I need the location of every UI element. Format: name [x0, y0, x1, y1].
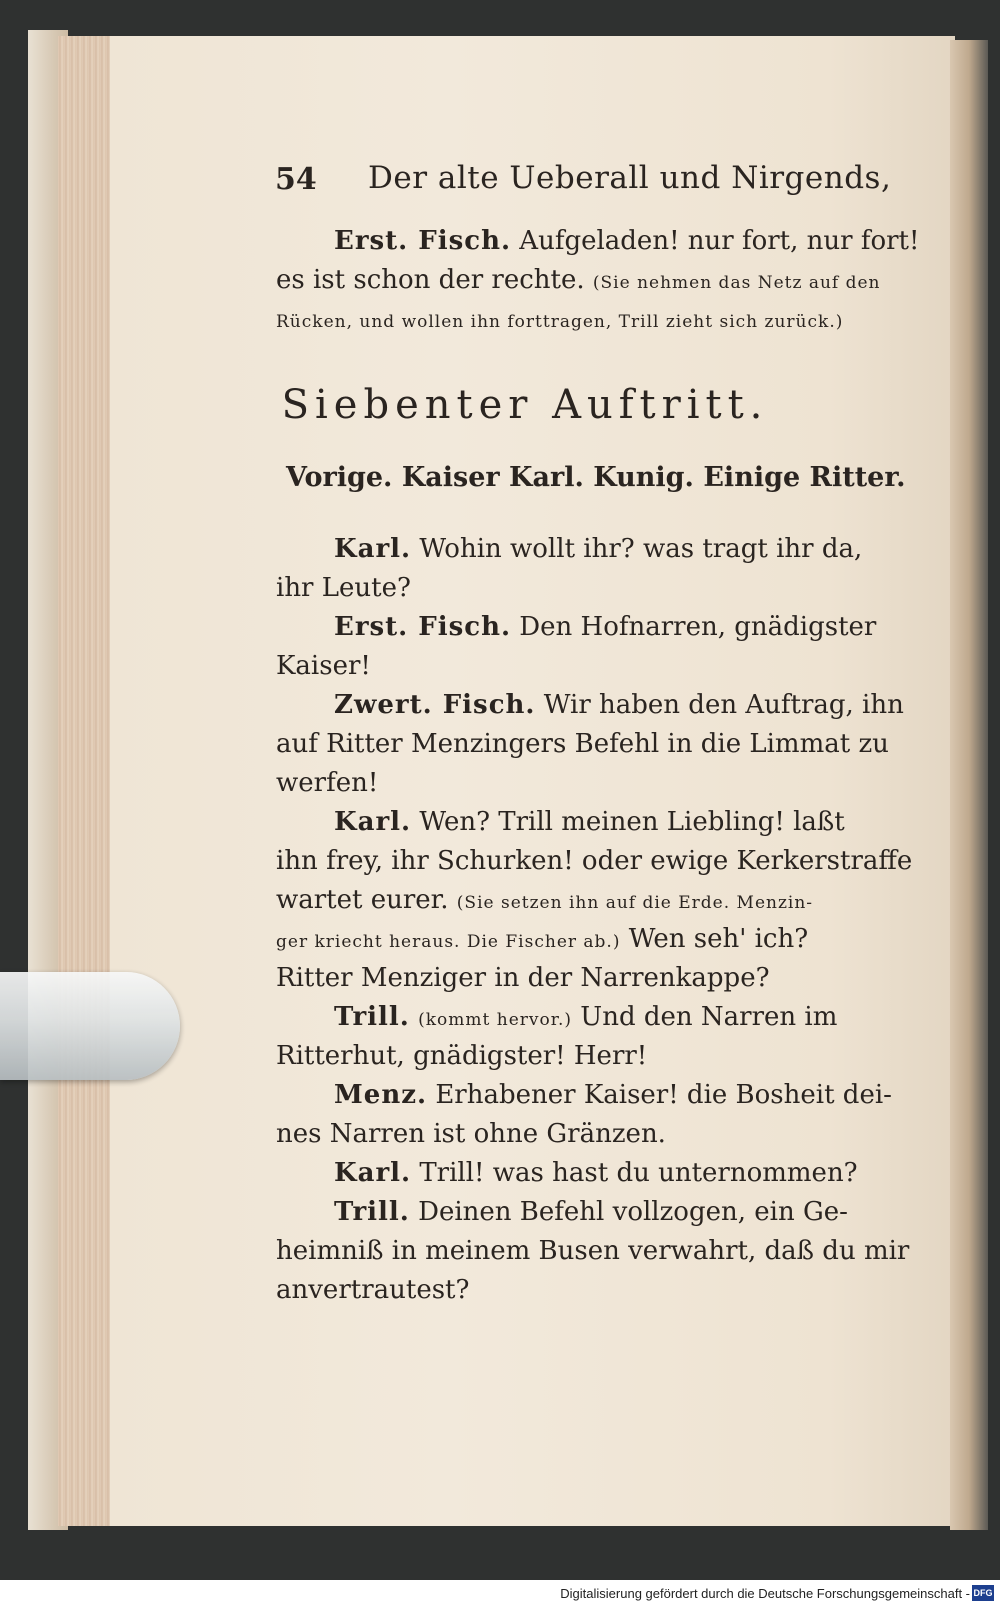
page-holder-clip — [0, 972, 180, 1080]
text-line — [276, 881, 884, 920]
line-text: Wen? Trill meinen Liebling! laßt — [419, 807, 845, 837]
line-text: Aufgeladen! nur fort, nur fort! — [519, 226, 920, 256]
speaker-name: Karl. — [334, 807, 412, 837]
speaker-name: Menz. — [334, 1080, 428, 1110]
text-line — [276, 1271, 884, 1310]
text-line — [276, 842, 913, 881]
text-line — [276, 959, 884, 998]
line-text: Deinen Befehl vollzogen, ein Ge- — [418, 1197, 848, 1227]
line-text: Und den Narren im — [580, 1002, 838, 1032]
text-line — [276, 803, 884, 842]
text-line — [276, 261, 884, 300]
speaker-name: Trill. — [334, 1197, 410, 1227]
line-text: Trill! was hast du unternommen? — [419, 1158, 858, 1188]
text-line — [276, 1037, 884, 1076]
cast-list: Vorige. Kaiser Karl. Kunig. Einige Ritter. — [286, 462, 906, 493]
line-text: Wir haben den Auftrag, ihn — [543, 690, 904, 720]
text-line — [276, 998, 884, 1037]
top-lines — [276, 222, 920, 339]
stage-direction: Rücken, und wollen ihn forttragen, Trill zieht sich zurück.) — [276, 312, 844, 332]
page-gutter-shadow — [950, 40, 988, 1530]
speaker-name: Trill. — [334, 1002, 410, 1032]
line-text: ihn frey, ihr Schurken! oder ewige Kerkerstraffe — [276, 846, 913, 876]
line-text: werfen! — [276, 768, 379, 798]
text-line — [276, 1154, 884, 1193]
text-line — [276, 608, 884, 647]
line-text: Wen seh' ich? — [628, 924, 809, 954]
text-line — [276, 920, 884, 959]
dialogue — [276, 530, 913, 1310]
speaker-name: Karl. — [334, 534, 412, 564]
text-line — [276, 647, 884, 686]
line-text: nes Narren ist ohne Gränzen. — [276, 1119, 666, 1149]
line-text: Erhabener Kaiser! die Bosheit dei- — [435, 1080, 892, 1110]
speaker-name: Karl. — [334, 1158, 412, 1188]
line-text: es ist schon der rechte. — [276, 265, 585, 295]
stage-direction: (Sie setzen ihn auf die Erde. Menzin- — [456, 893, 814, 913]
text-line — [276, 222, 920, 261]
line-text: Kaiser! — [276, 651, 371, 681]
line-text: heimniß in meinem Busen verwahrt, daß du mir — [276, 1236, 910, 1266]
text-line — [276, 1076, 892, 1115]
scene-heading: Siebenter Auftritt. — [281, 382, 769, 428]
text-line — [276, 764, 884, 803]
stage-direction: (kommt hervor.) — [418, 1010, 573, 1030]
line-text: Ritterhut, gnädigster! Herr! — [276, 1041, 648, 1071]
speaker-name: Erst. Fisch. — [334, 612, 512, 642]
text-line — [276, 686, 904, 725]
speaker-name: Erst. Fisch. — [334, 226, 512, 256]
page-number: 54 — [275, 162, 317, 197]
stage-direction: (Sie nehmen das Netz auf den — [592, 273, 881, 293]
text-line — [276, 300, 884, 339]
line-text: wartet eurer. — [276, 885, 449, 915]
line-text: anvertrautest? — [276, 1275, 470, 1305]
text-line — [276, 725, 889, 764]
text-line — [276, 1232, 910, 1271]
line-text: Ritter Menziger in der Narrenkappe? — [276, 963, 770, 993]
text-line — [276, 530, 884, 569]
text-line — [276, 569, 884, 608]
text-line — [276, 1115, 884, 1154]
line-text: Den Hofnarren, gnädigster — [519, 612, 877, 642]
text-line — [276, 1193, 884, 1232]
dfg-logo: DFG — [972, 1585, 994, 1601]
speaker-name: Zwert. Fisch. — [334, 690, 536, 720]
stage-direction: ger kriecht heraus. Die Fischer ab.) — [276, 932, 621, 952]
line-text: ihr Leute? — [276, 573, 411, 603]
line-text: auf Ritter Menzingers Befehl in die Limmat zu — [276, 729, 889, 759]
line-text: Wohin wollt ihr? was tragt ihr da, — [419, 534, 863, 564]
footer-credit: Digitalisierung gefördert durch die Deutsche Forschungsgemeinschaft - — [560, 1586, 970, 1601]
running-title: Der alte Ueberall und Nirgends, — [368, 160, 892, 196]
